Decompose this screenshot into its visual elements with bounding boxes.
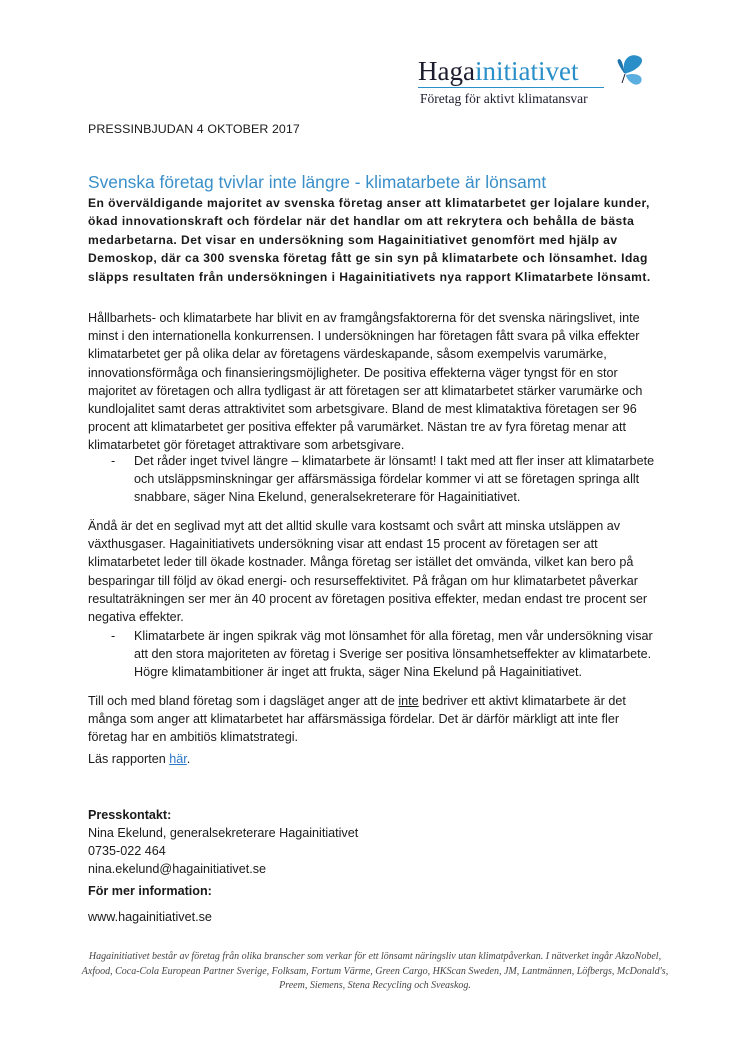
butterfly-icon (608, 54, 646, 88)
press-contact-label: Presskontakt: (88, 808, 172, 822)
hagainitiativet-logo (418, 50, 648, 110)
underlined-word: inte (398, 694, 419, 708)
quote-2-text: Klimatarbete är ingen spikrak väg mot lönsamhet för alla företag, men vår undersökning visar att den stora majoriteten av företag i Sverige ser positiva lönsamhetseffekter av klimatarbete. Högre klimatambitioner är inget att frukta, säger Nina Ekelund på Hagainitiativet. (134, 629, 653, 680)
dash-marker: - (111, 454, 116, 468)
report-link[interactable]: här (169, 752, 187, 766)
contact-email[interactable]: nina.ekelund@hagainitiativet.se (88, 862, 267, 876)
dateline: PRESSINBJUDAN 4 OKTOBER 2017 (88, 122, 300, 136)
contact-phone: 0735-022 464 (88, 844, 166, 858)
contact-name: Nina Ekelund, generalsekreterare Hagainitiativet (88, 826, 359, 840)
logo-wordmark: Hagainitiativet (418, 56, 579, 86)
more-info-label: För mer information: (88, 884, 212, 898)
website-link[interactable]: www.hagainitiativet.se (88, 910, 212, 924)
read-report-line: Läs rapporten här. (88, 752, 191, 766)
footer-note: Hagainitiativet består av företag från olika branscher som verkar för ett lönsamt näringsliv utan klimatpåverkan. I nätverket ingår AkzoNobel, Axfood, Coca-Cola European Partner Sverige, Folksam, Fortum Värme, Green Cargo, HKScan Sweden, JM, Lantmännen, Löfbergs, McDonald's, Preem, Siemens, Stena Recycling och Sveaskog. (81, 951, 669, 992)
body-paragraph-3: Till och med bland företag som i dagsläget anger att de inte bedriver ett aktivt klimatarbete är det många som anger att klimatarbetet har affärsmässiga fördelar. Det är därför märkligt att inte fler företag har en ambitiös klimatstrategi. (88, 694, 626, 745)
logo-underline (418, 87, 604, 88)
body-paragraph-1: Hållbarhets- och klimatarbete har blivit en av framgångsfaktorerna för det svenska näringslivet, inte minst i den internationella konkurrensen. I undersökningen har företagen fått svara på vilka effekter klimatarbetet ger på olika delar av företagens värdeskapande, såsom exempelvis varumärke, innovationsförmåga och finansieringsmöjligheter. De positiva effekterna väger tyngst för en stor majoritet av företagen och allra tydligast är att företagen ser att klimatarbetet stärker varumärke och kundlojalitet samt deras attraktivitet som arbetsgivare. Bland de mest klimataktiva företagen ser 96 procent att klimatarbetet ger positiva effekter på varumärket. Nästan tre av fyra företag menar att klimatarbetet gör företaget attraktivare som arbetsgivare. (88, 311, 643, 453)
lead-paragraph: En överväldigande majoritet av svenska företag anser att klimatarbetet ger lojalare kunder, ökad innovationskraft och fördelar när det handlar om att rekrytera och behålla de bästa medarbetarna. Det visar en undersökning som Hagainitiativet genomfört med hjälp av Demoskop, där ca 300 svenska företag fått ge sin syn på klimatarbete och lönsamhet. Idag släpps resultaten från undersökningen i Hagainitiativets nya rapport Klimatarbete lönsamt. (88, 196, 651, 284)
body-paragraph-2: Ändå är det en seglivad myt att det alltid skulle vara kostsamt och svårt att minska utsläppen av växthusgaser. Hagainitiativets undersökning visar att endast 15 procent av företagen ser att klimatarbetet leder till ökade kostnader. Många företag ser istället det omvända, vilket kan bero på besparingar till följd av ökad energi- och resurseffektivitet. På frågan om hur klimatarbetet påverkar resultaträkningen ser mer än 40 procent av företagen positiva effekter, medan endast tre procent ser negativa effekter. (88, 519, 648, 625)
logo-tagline: Företag för aktivt klimatansvar (420, 91, 588, 106)
quote-1-text: Det råder inget tvivel längre – klimatarbete är lönsamt! I takt med att fler inser att klimatarbete och utsläppsminskningar ger affärsmässiga fördelar kommer vi att se företagen springa allt snabbare, säger Nina Ekelund, generalsekreterare för Hagainitiativet. (134, 454, 655, 505)
headline: Svenska företag tvivlar inte längre - klimatarbete är lönsamt (88, 172, 547, 192)
dash-marker: - (111, 629, 116, 643)
